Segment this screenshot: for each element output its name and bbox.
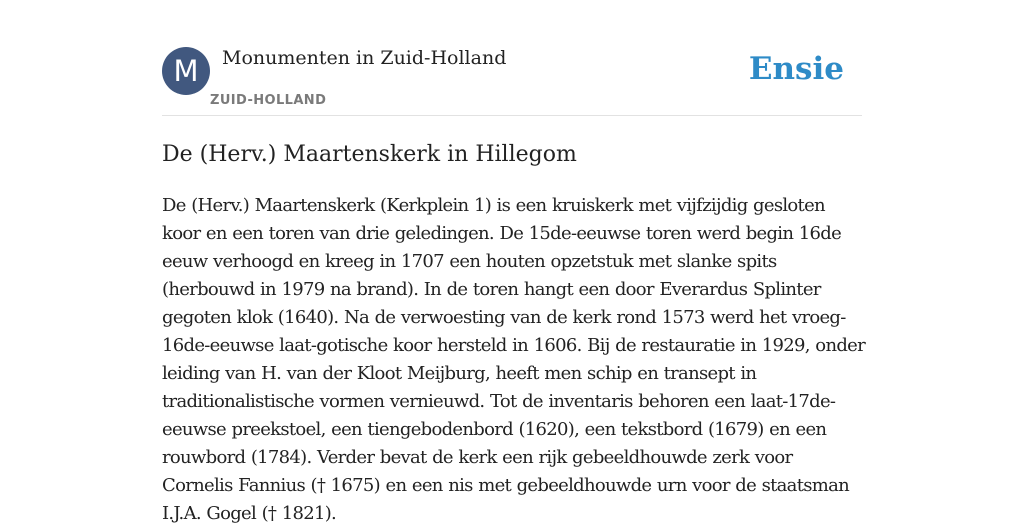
site-subtitle[interactable]: ZUID-HOLLAND (210, 93, 327, 108)
brand-logo[interactable]: Ensie (748, 51, 844, 87)
article-title: De (Herv.) Maartenskerk in Hillegom (162, 142, 577, 167)
article-body: De (Herv.) Maartenskerk (Kerkplein 1) is een kruiskerk met vijfzijdig gesloten koor en een toren van drie geledingen. De 15de-eeuwse toren werd begin 16de eeuw verhoogd en kreeg in 1707 een houten opzetstuk met slanke spits (herbouwd in 1979 na brand). In de toren hangt een door Everardus Splinter gegoten klok (1640). Na de verwoesting van de kerk rond 1573 werd het vroeg-16de-eeuwse laat-gotische koor hersteld in 1606. Bij de restauratie in 1929, onder leiding van H. van der Kloot Meijburg, heeft men schip en transept in traditionalistische vormen vernieuwd. Tot de inventaris behoren een laat-17de-eeuwse preekstoel, een tiengebodenbord (1620), een tekstbord (1679) en een rouwbord (1784). Verder bevat de kerk een rijk gebeeldhouwde zerk voor Cornelis Fannius († 1675) en een nis met gebeeldhouwde urn voor de staatsman I.J.A. Gogel († 1821). (162, 195, 866, 524)
page-header (162, 46, 862, 116)
header-divider (162, 115, 862, 116)
site-title[interactable]: Monumenten in Zuid-Holland (222, 47, 507, 69)
avatar[interactable]: M (162, 47, 210, 95)
